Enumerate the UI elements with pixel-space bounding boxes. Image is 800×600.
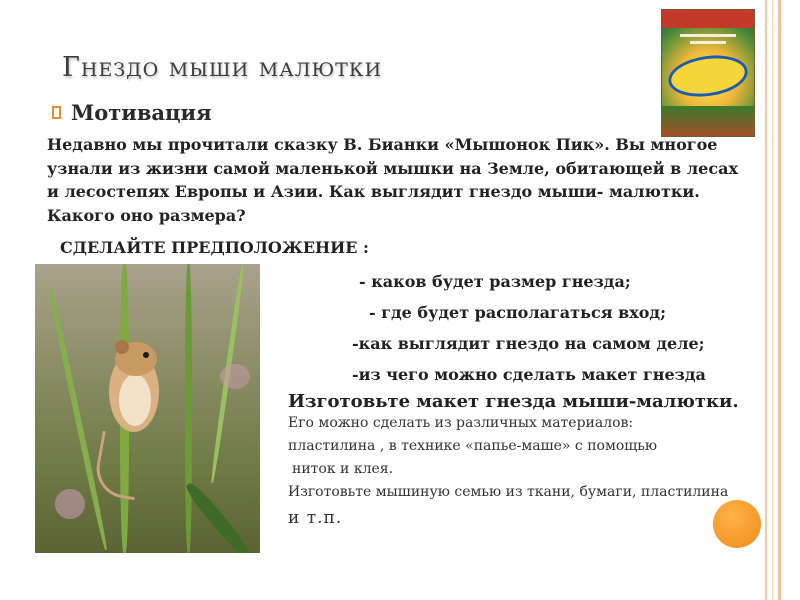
decorative-rule <box>772 0 773 600</box>
intro-paragraph: Недавно мы прочитали сказку В. Бианки «Мышонок Пик». Вы многое узнали из жизни самой маленькой мышки на Земле, обитающей в лесах и лесостепях Европы и Азии. Как выглядит гнездо мыши- малютки. Какого оно размера? <box>47 135 738 225</box>
task-line: ниток и клея. <box>292 461 394 477</box>
question-item: - где будет располагаться вход; <box>369 303 666 322</box>
mouse-eye <box>143 352 149 358</box>
book-cover-grass <box>662 106 754 136</box>
slide-title: Гнездо мыши малютки <box>62 52 383 83</box>
book-cover-detail <box>680 34 736 37</box>
question-item: -как выглядит гнездо на самом деле; <box>352 334 705 353</box>
task-line: Его можно сделать из различных материалов: <box>288 415 634 431</box>
task-line: Изготовьте мышиную семью из ткани, бумаги, пластилина <box>288 484 729 500</box>
flower-blur <box>220 364 250 389</box>
mouse-belly <box>119 374 151 426</box>
square-bullet-icon <box>52 106 61 119</box>
subtitle: Мотивация <box>71 100 212 125</box>
subtitle-row <box>52 100 212 125</box>
book-cover-image <box>661 9 755 137</box>
mouse-ear <box>115 340 129 354</box>
harvest-mouse-photo <box>35 264 260 553</box>
decorative-rule <box>765 0 767 600</box>
task-line: и т.п. <box>288 508 343 528</box>
question-item: - каков будет размер гнезда; <box>359 272 631 291</box>
task-title: Изготовьте макет гнезда мыши-малютки. <box>288 391 739 412</box>
book-cover-title-graphic <box>666 51 751 102</box>
flower-blur <box>55 489 85 519</box>
decorative-circle <box>713 500 761 548</box>
book-cover-band <box>662 10 754 28</box>
decorative-rule <box>778 0 781 600</box>
hypothesis-heading: СДЕЛАЙТЕ ПРЕДПОЛОЖЕНИЕ : <box>60 238 369 257</box>
question-item: -из чего можно сделать макет гнезда <box>352 365 706 384</box>
book-cover-detail <box>690 41 726 44</box>
mouse-tail <box>92 431 145 501</box>
task-line: пластилина , в технике «папье-маше» с помощью <box>288 438 658 454</box>
grass-blade <box>185 264 192 553</box>
grass-leaf <box>183 480 252 553</box>
